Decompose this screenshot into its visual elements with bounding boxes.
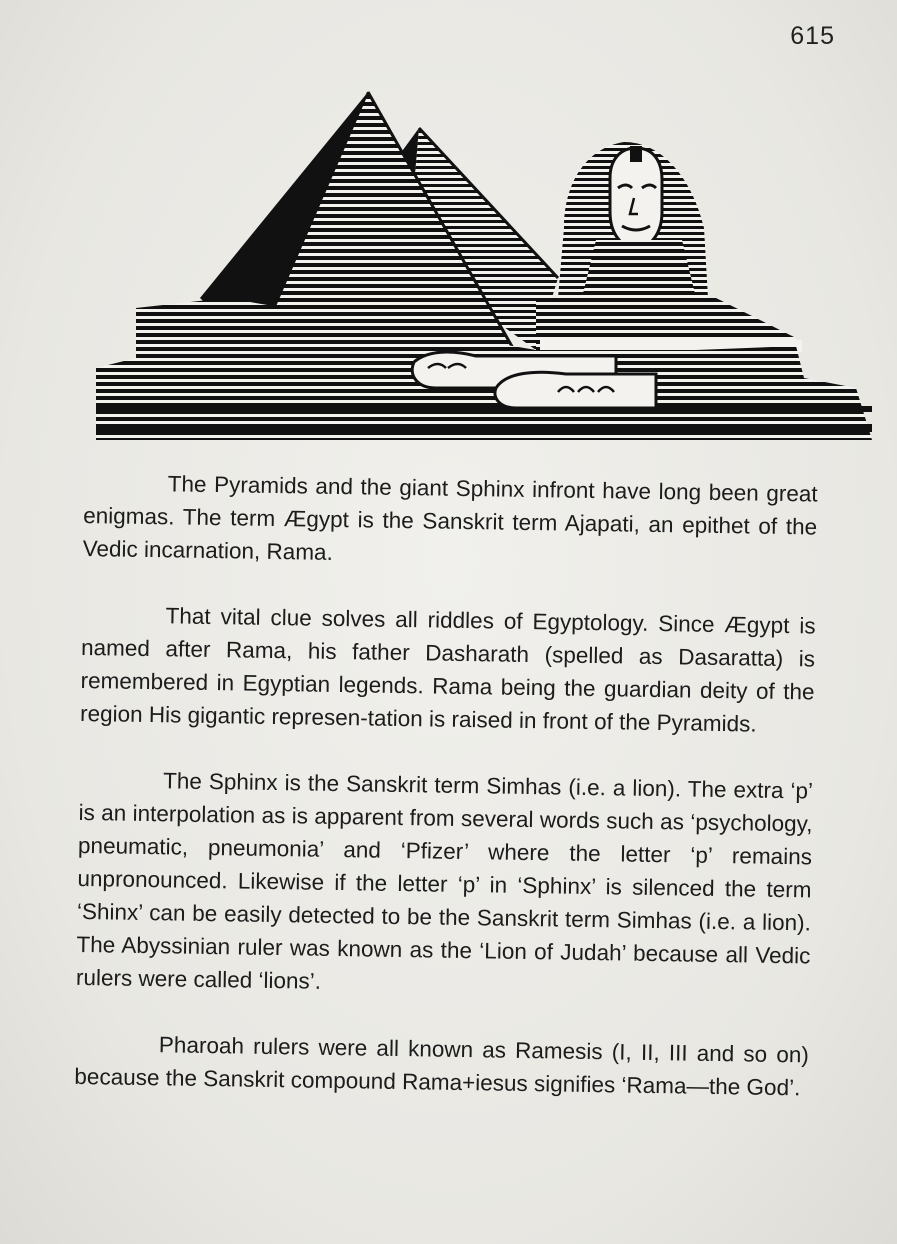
paragraph-1: The Pyramids and the giant Sphinx infront have long been great enigmas. The term Ægypt is the Sanskrit term Ajapati, an epithet of the Vedic incarnation, Rama. (82, 471, 818, 565)
paragraph-2: That vital clue solves all riddles of Egyptology. Since Ægypt is named after Rama, his father Dasharath (spelled as Dasaratta) is remembered in Egyptian legends. Rama being the guardian deity of the region His gigantic represen-tation is raised in front of the Pyramids. (79, 603, 816, 737)
sphinx-head (558, 142, 708, 298)
paragraph-3: The Sphinx is the Sanskrit term Simhas (i.e. a lion). The extra ‘p’ is an interpolation as is apparent from several words such as ‘psychology, pneumatic, pneumonia’ and ‘Pfizer’ where the letter ‘p’ remains unpronounced. Likewise if the letter ‘p’ in ‘Sphinx’ is silenced the term ‘Shinx’ can be easily detected to be the Sanskrit term Simhas (i.e. a lion). The Abyssinian ruler was known as the ‘Lion of Judah’ because all Vedic rulers were called ‘lions’. (75, 768, 814, 994)
pyramids-and-sphinx-illustration (96, 88, 872, 448)
page-number: 615 (790, 22, 835, 50)
paragraph-4: Pharoah rulers were all known as Ramesis (I, II, III and so on) because the Sanskrit compound Rama+iesus signifies ‘Rama—the God’. (74, 1032, 810, 1101)
article-text (74, 466, 818, 1104)
